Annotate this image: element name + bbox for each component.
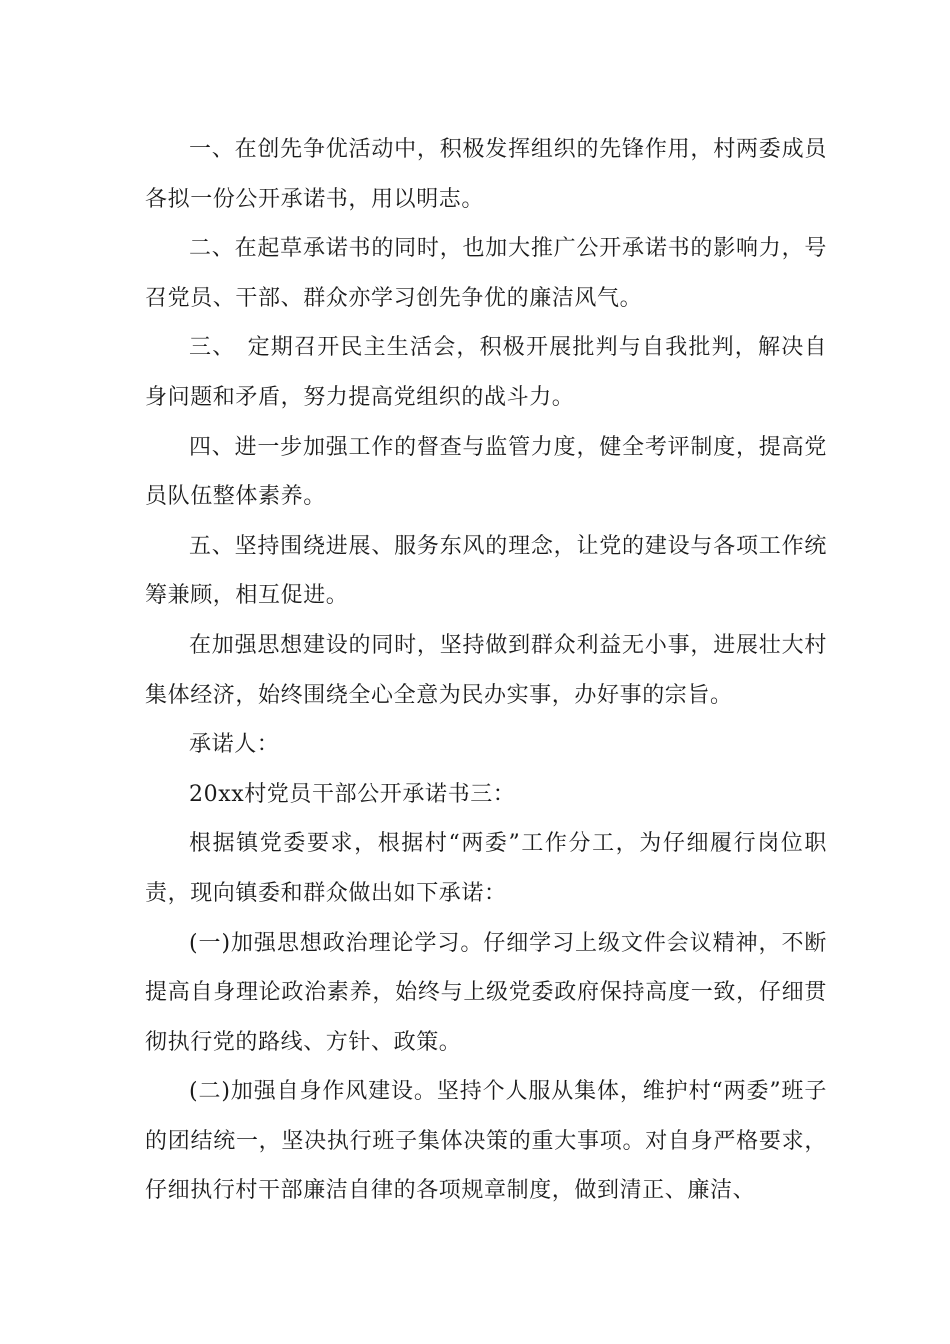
paragraph-1: 一、在创先争优活动中，积极发挥组织的先锋作用，村两委成员各拟一份公开承诺书，用以明志。 — [145, 137, 827, 212]
section-heading: 20xx村党员干部公开承诺书三： — [189, 781, 516, 807]
paragraph-item-2: (二)加强自身作风建设。坚持个人服从集体，维护村“两委”班子的团结统一，坚决执行班子集体决策的重大事项。对自身严格要求，仔细执行村干部廉洁自律的各项规章制度，做到清正、廉洁、 — [145, 1079, 827, 1204]
paragraph-5: 五、坚持围绕进展、服务东风的理念，让党的建设与各项工作统筹兼顾，相互促进。 — [145, 533, 827, 609]
paragraph-6: 在加强思想建设的同时，坚持做到群众利益无小事，进展壮大村集体经济，始终围绕全心全意为民办实事，办好事的宗旨。 — [145, 632, 827, 708]
document-body — [145, 125, 827, 1216]
paragraph-intro: 根据镇党委要求，根据村“两委”工作分工，为仔细履行岗位职责，现向镇委和群众做出如下承诺： — [145, 831, 827, 906]
paragraph-4: 四、进一步加强工作的督查与监管力度，健全考评制度，提高党员队伍整体素养。 — [145, 434, 827, 510]
paragraph-2: 二、在起草承诺书的同时，也加大推广公开承诺书的影响力，号召党员、干部、群众亦学习创先争优的廉洁风气。 — [145, 236, 827, 311]
paragraph-3: 三、 定期召开民主生活会，积极开展批判与自我批判，解决自身问题和矛盾，努力提高党组织的战斗力。 — [145, 335, 827, 410]
paragraph-item-1: (一)加强思想政治理论学习。仔细学习上级文件会议精神，不断提高自身理论政治素养，始终与上级党委政府保持高度一致，仔细贯彻执行党的路线、方针、政策。 — [145, 930, 827, 1055]
signatory-line: 承诺人： — [189, 732, 280, 758]
